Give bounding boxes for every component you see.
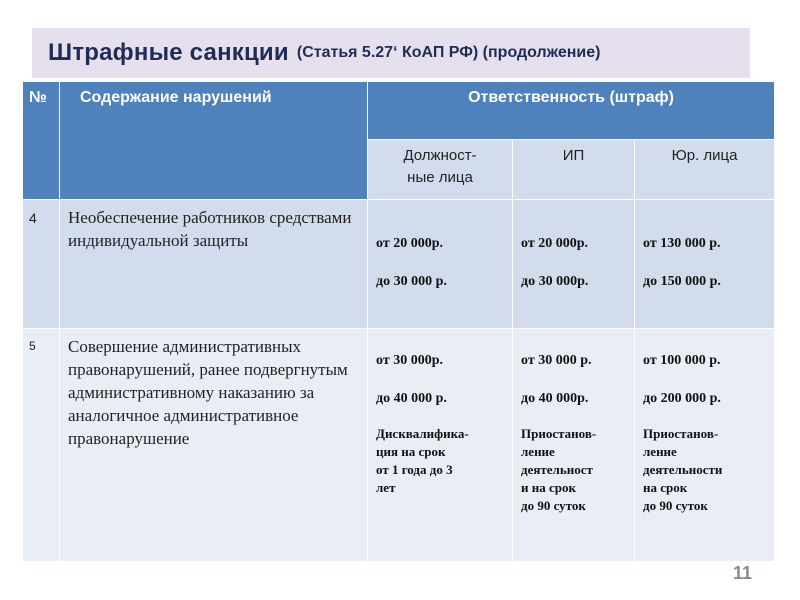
page-subtitle: (Статья 5.27‘ КоАП РФ) (продолжение) (296, 44, 601, 61)
row-number: 4 (23, 200, 60, 329)
subheader-ip: ИП (513, 140, 635, 200)
header-responsibility: Ответственность (штраф) (368, 82, 775, 140)
fine-from: от 20 000р. (376, 236, 443, 251)
fine-from: от 30 000р. (376, 353, 443, 368)
subheader-officials-line1: Должност- (403, 147, 477, 164)
sanction-line: до 90 суток (521, 498, 586, 513)
header-num: № (23, 82, 60, 200)
fine-from: от 100 000 р. (643, 353, 721, 368)
sanction-line: до 90 суток (643, 498, 708, 513)
sanction-line: Приостанов- (643, 426, 719, 441)
sanction-line: ция на срок (376, 444, 446, 459)
title-bar (32, 28, 750, 78)
fine-officials (368, 329, 513, 562)
fine-to: до 30 000 р. (376, 274, 447, 289)
sanction-line: лет (376, 480, 396, 495)
sanction-line: Дисквалифика- (376, 426, 469, 441)
fine-to: до 40 000 р. (376, 391, 447, 406)
fine-from: от 130 000 р. (643, 236, 721, 251)
sanction-line: от 1 года до 3 (376, 462, 453, 477)
table-row (23, 200, 775, 329)
subheader-officials-line2: ные лица (407, 169, 473, 186)
sanction-line: Приостанов- (521, 426, 597, 441)
violation-text: Совершение административных правонарушений, ранее подвергнутым административному наказанию за аналогичное административное правонарушение (60, 329, 368, 562)
fine-from: от 20 000р. (521, 236, 588, 251)
sanction-line: деятельност (521, 462, 593, 477)
sanction-line: и на срок (521, 480, 576, 495)
row-number: 5 (23, 329, 60, 562)
fine-to: до 200 000 р. (643, 391, 721, 406)
fine-legal (635, 329, 775, 562)
fine-to: до 150 000 р. (643, 274, 721, 289)
page-title: Штрафные санкции (48, 39, 289, 66)
fine-officials (368, 200, 513, 329)
sanction-line: деятельности (643, 462, 723, 477)
header-content: Содержание нарушений (60, 82, 368, 200)
fine-ip (513, 329, 635, 562)
fine-ip (513, 200, 635, 329)
fine-to: до 40 000р. (521, 391, 589, 406)
sanctions-table (22, 81, 775, 562)
sanction-line: на срок (643, 480, 688, 495)
fine-to: до 30 000р. (521, 274, 589, 289)
table-header-row (23, 82, 775, 140)
subheader-legal: Юр. лица (635, 140, 775, 200)
fine-from: от 30 000 р. (521, 353, 592, 368)
subheader-officials (368, 140, 513, 200)
page-number: 11 (733, 563, 753, 583)
fine-legal (635, 200, 775, 329)
violation-text: Необеспечение работников средствами индивидуальной защиты (60, 200, 368, 329)
sanction-line: ление (521, 444, 555, 459)
sanction-line: ление (643, 444, 677, 459)
table-row (23, 329, 775, 562)
